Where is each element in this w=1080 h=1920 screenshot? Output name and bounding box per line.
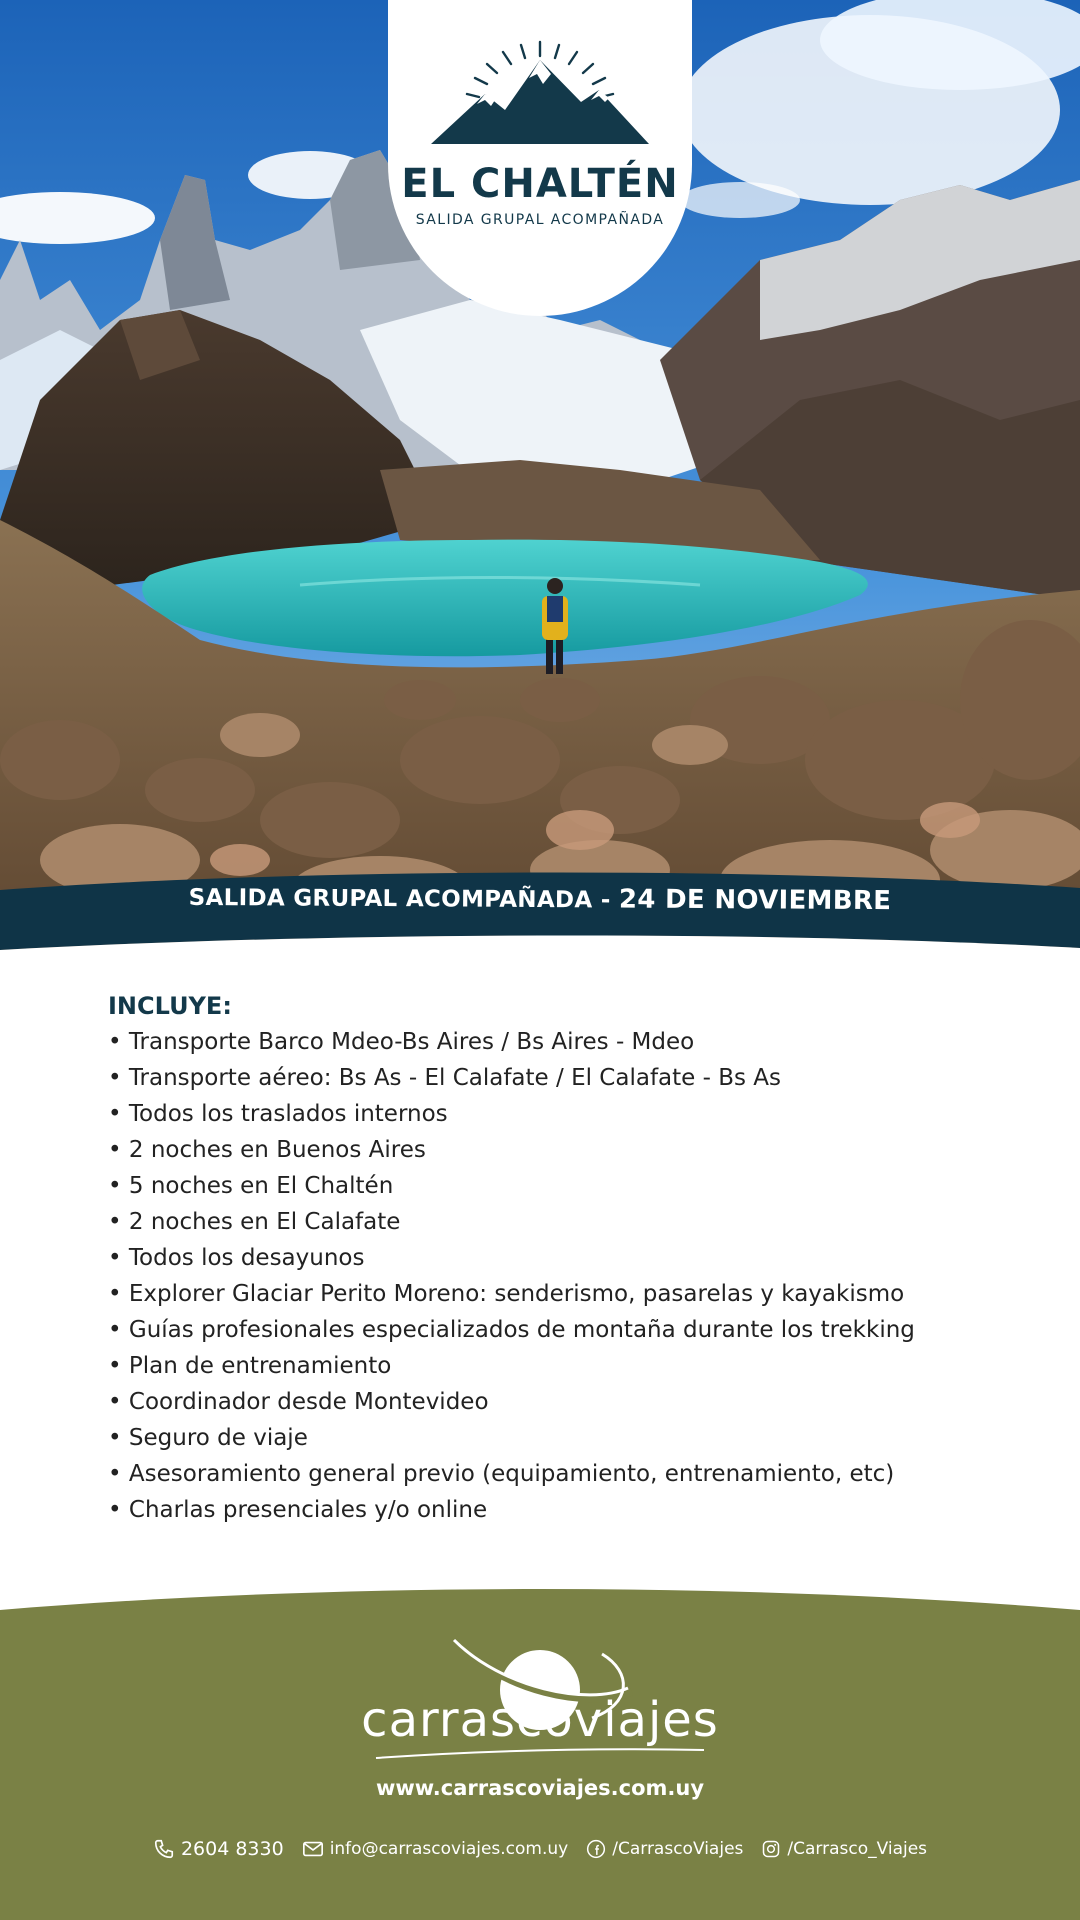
mail-icon xyxy=(302,1840,324,1858)
list-item: • Transporte Barco Mdeo-Bs Aires / Bs Aires - Mdeo xyxy=(108,1024,1008,1060)
email-address: info@carrascoviajes.com.uy xyxy=(329,1839,569,1859)
includes-list xyxy=(108,1024,1008,1528)
list-item: • Explorer Glaciar Perito Moreno: senderismo, pasarelas y kayakismo xyxy=(108,1276,1008,1312)
email-contact[interactable] xyxy=(302,1839,569,1859)
includes-title: INCLUYE: xyxy=(108,992,232,1020)
list-item: • Todos los traslados internos xyxy=(108,1096,1008,1132)
footer xyxy=(0,1586,1080,1920)
list-item: • Plan de entrenamiento xyxy=(108,1348,1008,1384)
ribbon-label: SALIDA GRUPAL ACOMPAÑADA - xyxy=(188,884,620,914)
mountain-sunburst-logo xyxy=(429,40,651,152)
ribbon-date: 24 DE NOVIEMBRE xyxy=(618,884,892,917)
list-item: • Transporte aéreo: Bs As - El Calafate / El Calafate - Bs As xyxy=(108,1060,1008,1096)
phone-number: 2604 8330 xyxy=(180,1838,284,1860)
instagram-icon xyxy=(761,1839,781,1859)
facebook-contact[interactable] xyxy=(586,1839,743,1859)
instagram-handle: /Carrasco_Viajes xyxy=(787,1839,928,1859)
list-item: • 5 noches en El Chaltén xyxy=(108,1168,1008,1204)
destination-title: EL CHALTÉN xyxy=(401,161,679,207)
list-item: • Seguro de viaje xyxy=(108,1420,1008,1456)
brand-name: carrascoviajes xyxy=(361,1692,719,1748)
list-item: • 2 noches en Buenos Aires xyxy=(108,1132,1008,1168)
list-item: • Asesoramiento general previo (equipamiento, entrenamiento, etc) xyxy=(108,1456,1008,1492)
phone-icon xyxy=(153,1838,175,1860)
contact-bar xyxy=(0,1838,1080,1860)
phone-contact[interactable] xyxy=(153,1838,284,1860)
facebook-handle: /CarrascoViajes xyxy=(612,1839,744,1859)
facebook-icon xyxy=(586,1839,606,1859)
destination-badge xyxy=(388,0,692,316)
list-item: • Guías profesionales especializados de montaña durante los trekking xyxy=(108,1312,1008,1348)
list-item: • Todos los desayunos xyxy=(108,1240,1008,1276)
instagram-contact[interactable] xyxy=(761,1839,927,1859)
includes-section xyxy=(108,988,1008,1528)
website-link[interactable]: www.carrascoviajes.com.uy xyxy=(375,1776,705,1800)
list-item: • Coordinador desde Montevideo xyxy=(108,1384,1008,1420)
destination-subtitle: SALIDA GRUPAL ACOMPAÑADA xyxy=(415,212,665,228)
list-item: • Charlas presenciales y/o online xyxy=(108,1492,1008,1528)
list-item: • 2 noches en El Calafate xyxy=(108,1204,1008,1240)
